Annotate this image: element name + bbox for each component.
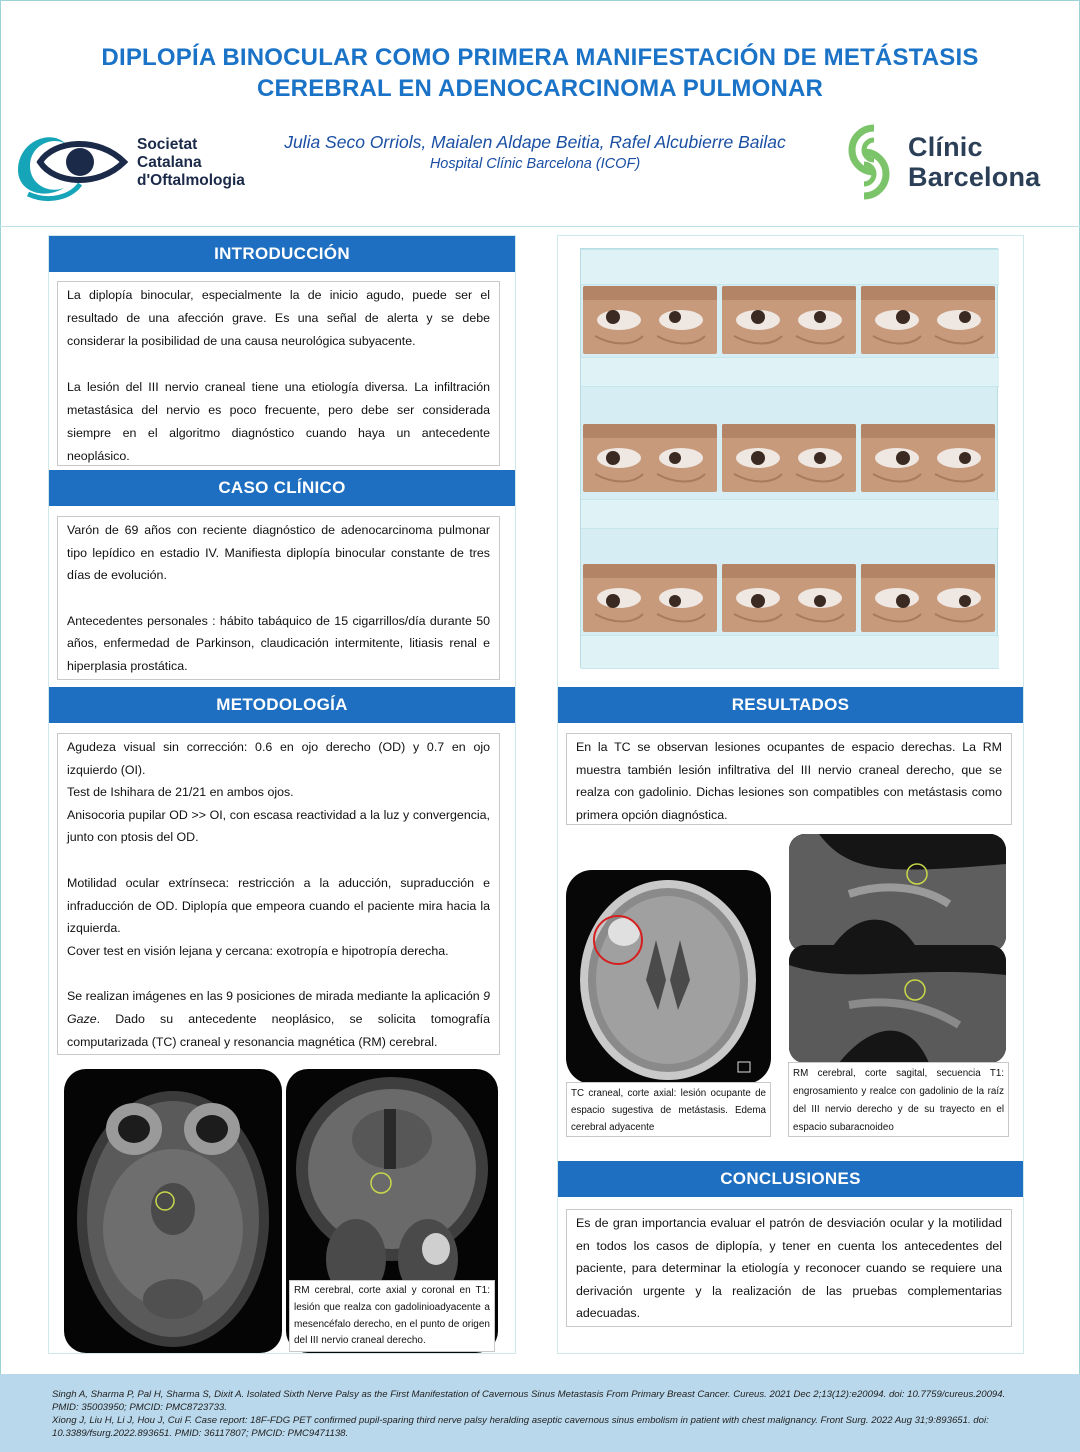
eye-logo-icon [14, 122, 132, 202]
gaze-photo-2 [722, 286, 856, 354]
mri-sagittal-image-2 [789, 945, 1006, 1063]
tc-axial-caption: TC craneal, corte axial: lesión ocupante de espacio sugestiva de metástasis. Edema cerebral adyacente [566, 1082, 771, 1137]
conclusiones-header: CONCLUSIONES [558, 1161, 1023, 1197]
header-divider [0, 226, 1080, 227]
clinic-logo-icon [834, 122, 904, 202]
references-band [0, 1374, 1080, 1452]
introduccion-header: INTRODUCCIÓN [49, 236, 515, 272]
gaze-band [581, 357, 999, 387]
metodologia-header: METODOLOGÍA [49, 687, 515, 723]
ct-axial-image [566, 870, 771, 1084]
gaze-photo-3 [861, 286, 995, 354]
caso-clinico-header: CASO CLÍNICO [49, 470, 515, 506]
societat-logo [14, 122, 264, 202]
conclusiones-text: Es de gran importancia evaluar el patrón de desviación ocular y la motilidad en todos los casos de diplopía, y tener en cuenta los antecedentes del paciente, para determinar la etiología y reconocer cuando se requiere una derivación urgente y la realización de las pruebas complementarias adecuadas. [566, 1209, 1012, 1327]
clinic-logo [834, 122, 1054, 202]
gaze-photo-6 [861, 424, 995, 492]
gaze-photo-1 [583, 286, 717, 354]
gaze-band [581, 499, 999, 529]
gaze-band [581, 635, 999, 669]
reference-1: Singh A, Sharma P, Pal H, Sharma S, Dixit A. Isolated Sixth Nerve Palsy as the First Manifestation of Cavernous Sinus Metastasis From Primary Breast Cancer. Cureus. 2021 Dec 2;13(12):e20094. doi: 10.7759/cureus.20094. PMID: 35003950; PMCID: PMC8723733. [52, 1389, 1006, 1413]
title-line-1: DIPLOPÍA BINOCULAR COMO PRIMERA MANIFESTACIÓN DE METÁSTASIS [101, 44, 979, 71]
gaze-photo-8 [722, 564, 856, 632]
mri-axial-image [64, 1069, 282, 1353]
poster-title [40, 42, 1040, 104]
resultados-text: En la TC se observan lesiones ocupantes de espacio derechas. La RM muestra también lesión infiltrativa del III nervio craneal derecho, que se realza con gadolinio. Dichas lesiones son compatibles con metástasis como primera opción diagnóstica. [566, 733, 1012, 825]
gaze-photo-4 [583, 424, 717, 492]
gaze-band [581, 249, 999, 285]
introduccion-text: La diplopía binocular, especialmente la de inicio agudo, puede ser el resultado de una afección grave. Es una señal de alerta y se debe considerar la posibilidad de una causa neurológica subyacente. La lesión del III nervio craneal tiene una etiología diversa. La infiltración metastásica del nervio es poco frecuente, pero debe ser considerada siempre en el algoritmo diagnóstico cuando haya un antecedente neoplásico. [57, 281, 500, 466]
mri-sagittal-image-1 [789, 834, 1006, 952]
gaze-photo-5 [722, 424, 856, 492]
resultados-header: RESULTADOS [558, 687, 1023, 723]
gaze-photo-7 [583, 564, 717, 632]
gaze-photo-9 [861, 564, 995, 632]
rm-sagital-caption: RM cerebral, corte sagital, secuencia T1: engrosamiento y realce con gadolinio de la raíz del III nervio derecho y de su trayecto en el espacio subaracnoideo [788, 1062, 1009, 1137]
rm-axial-coronal-caption: RM cerebral, corte axial y coronal en T1: lesión que realza con gadolinioadyacente a mesencéfalo derecho, en el punto de origen del III nervio craneal derecho. [289, 1280, 495, 1352]
hospital: Hospital Clínic Barcelona (ICOF) [429, 156, 641, 172]
clinic-logo-text: Clínic Barcelona [908, 132, 1041, 192]
authors: Julia Seco Orriols, Maialen Aldape Beitia, Rafel Alcubierre Bailac [284, 132, 786, 152]
societat-logo-text: Societat Catalana d'Oftalmologia [137, 136, 245, 189]
metodologia-text: Agudeza visual sin corrección: 0.6 en ojo derecho (OD) y 0.7 en ojo izquierdo (OI). Test de Ishihara de 21/21 en ambos ojos. Anisocoria pupilar OD >> OI, con escasa reactividad a la luz y convergencia, junto con ptosis del OD. Motilidad ocular extrínseca: restricción a la aducción, supraducción e infraducción de OD. Diplopía que empeora cuando el paciente mira hacia la izquierda. Cover test en visión lejana y cercana: exotropía e hipotropía derecha. Se realizan imágenes en las 9 posiciones de mirada mediante la aplicación 9 Gaze. Dado su antecedente neoplásico, se solicita tomografía computarizada (TC) craneal y resonancia magnética (RM) cerebral. [57, 733, 500, 1055]
title-line-2: CEREBRAL EN ADENOCARCINOMA PULMONAR [256, 75, 824, 102]
caso-clinico-text: Varón de 69 años con reciente diagnóstico de adenocarcinoma pulmonar tipo lepídico en estadio IV. Manifiesta diplopía binocular constante de tres días de evolución. Antecedentes personales : hábito tabáquico de 15 cigarrillos/día durante 50 años, enfermedad de Parkinson, claudicación intermitente, litiasis renal e hiperplasia prostática. [57, 516, 500, 680]
reference-2: Xiong J, Liu H, Li J, Hou J, Cui F. Case report: 18F-FDG PET confirmed pupil-sparing third nerve palsy heralding aseptic cavernous sinus embolism in patient with chest malignancy. Front Surg. 2022 Aug 31;9:893651. doi: 10.3389/fsurg.2022.893651. PMID: 36117807; PMCID: PMC9471138. [52, 1415, 989, 1439]
